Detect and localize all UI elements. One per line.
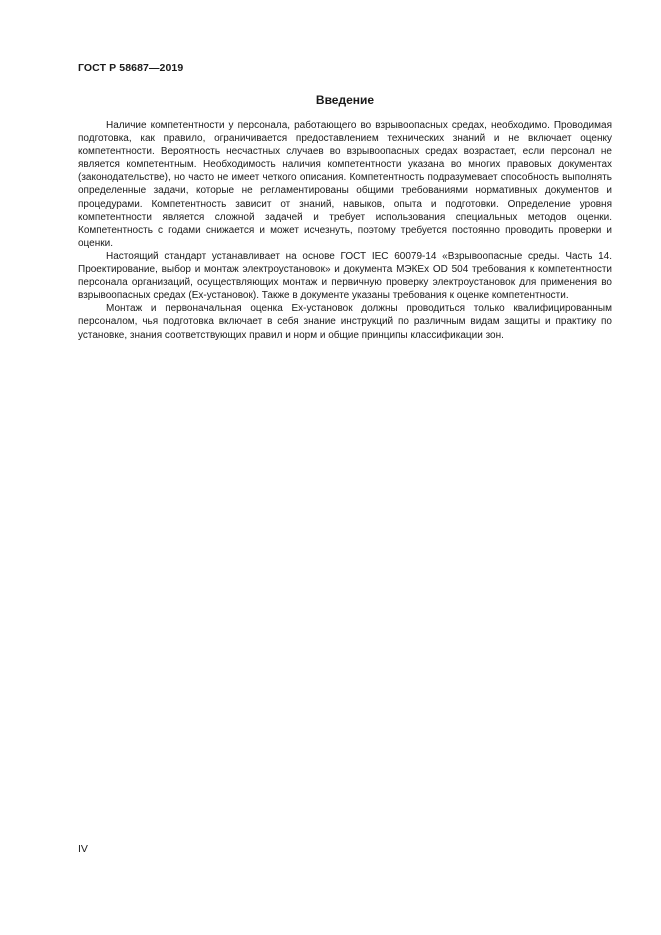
page-number: IV bbox=[78, 843, 88, 855]
body-text bbox=[78, 119, 612, 342]
paragraph-3: Монтаж и первоначальная оценка Ех-установок должны проводиться только квалифицированным персоналом, чья подготовка включает в себя знание инструкций по различным видам защиты и практику по установке, знания соответствующих правил и норм и общие принципы классификации зон. bbox=[78, 303, 612, 341]
section-title: Введение bbox=[315, 93, 375, 107]
paragraph-2: Настоящий стандарт устанавливает на основе ГОСТ IEC 60079-14 «Взрывоопасные среды. Часть 14. Проектирование, выбор и монтаж электроустановок» и документа МЭКЕх OD 504 требования к компетентности персонала организаций, осуществляющих монтаж и первичную проверку электроустановок для применения во взрывоопасных средах (Ех-установок). Также в документе указаны требования к оценке компетентности. bbox=[78, 250, 612, 302]
paragraph-1: Наличие компетентности у персонала, работающего во взрывоопасных средах, необходимо. Проводимая подготовка, как правило, ограничивается предоставлением технических знаний и не включает оценку компетентности. Вероятность несчастных случаев во взрывоопасных средах возрастает, если персонал не является компетентным. Необходимость наличия компетентности указана во многих правовых документах (законодательстве), но часто не имеет четкого описания. Компетентность подразумевает способность выполнять определенные задачи, которые не регламентированы общими требованиями нормативных документов и процедурами. Компетентность зависит от знаний, навыков, опыта и подготовки. Определение уровня компетентности является сложной задачей и требует использования специальных методов оценки. Компетентность с годами снижается и может исчезнуть, поэтому требуется постоянно проводить проверки и оценки. bbox=[78, 120, 612, 249]
document-header-code: ГОСТ Р 58687—2019 bbox=[78, 62, 184, 74]
